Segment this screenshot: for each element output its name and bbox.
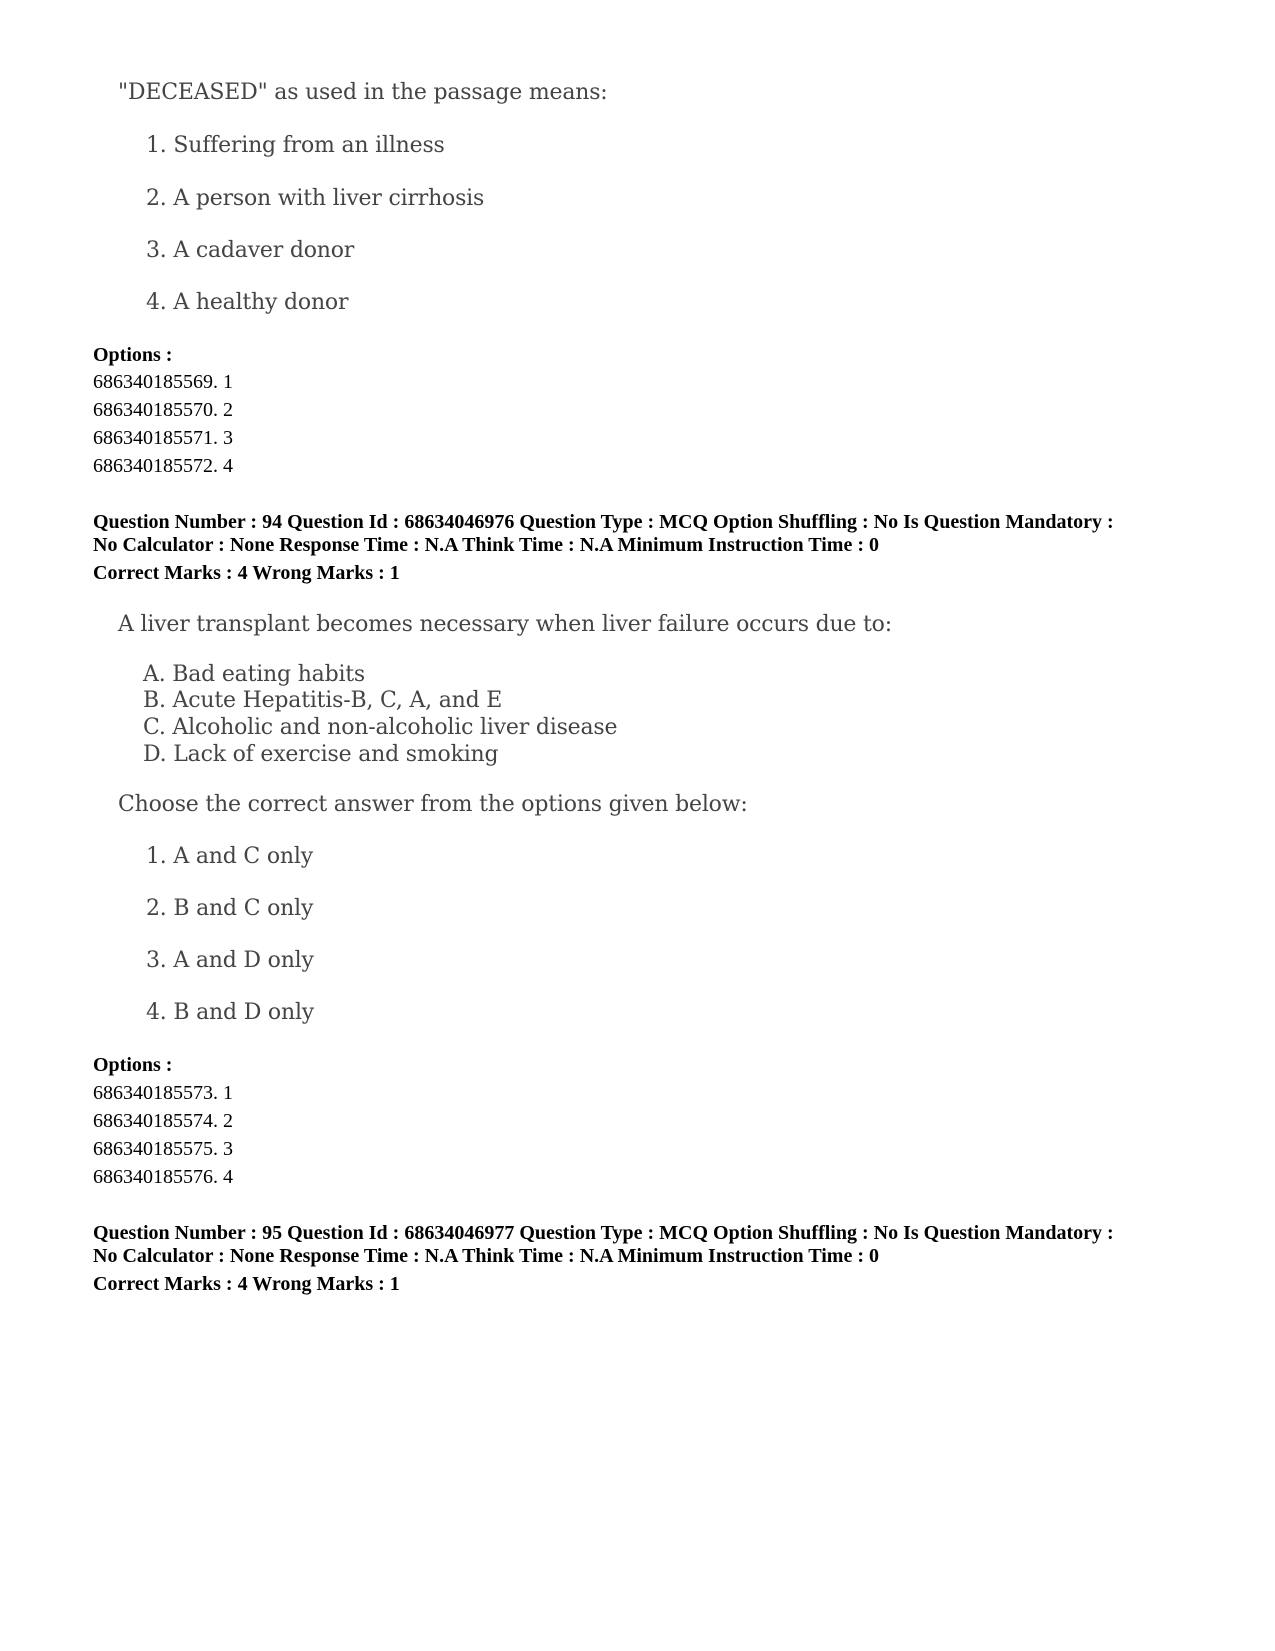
q94-options-label: Options : xyxy=(93,1054,173,1076)
q94-option-2: 686340185574. 2 xyxy=(93,1110,233,1132)
q94-marks: Correct Marks : 4 Wrong Marks : 1 xyxy=(93,562,400,584)
q94-choice-1: 1. A and C only xyxy=(146,844,313,869)
q93-choice-4: 4. A healthy donor xyxy=(146,290,349,315)
q94-statement-b: B. Acute Hepatitis-B, C, A, and E xyxy=(143,688,503,713)
q94-statement-d: D. Lack of exercise and smoking xyxy=(143,742,499,767)
q93-choice-1: 1. Suffering from an illness xyxy=(146,133,445,158)
q94-choice-3: 3. A and D only xyxy=(146,948,314,973)
q93-option-3: 686340185571. 3 xyxy=(93,427,233,449)
q93-options-label: Options : xyxy=(93,344,173,366)
q94-meta-line1: Question Number : 94 Question Id : 68634046976 Question Type : MCQ Option Shuffling : No Is Question Mandatory : xyxy=(93,511,1114,533)
q93-choice-2: 2. A person with liver cirrhosis xyxy=(146,186,485,211)
q95-meta-line1: Question Number : 95 Question Id : 68634046977 Question Type : MCQ Option Shuffling : No Is Question Mandatory : xyxy=(93,1222,1114,1244)
q93-option-1: 686340185569. 1 xyxy=(93,371,233,393)
q93-option-2: 686340185570. 2 xyxy=(93,399,233,421)
q94-choice-2: 2. B and C only xyxy=(146,896,314,921)
q94-option-1: 686340185573. 1 xyxy=(93,1082,233,1104)
q94-instruction: Choose the correct answer from the options given below: xyxy=(118,792,748,817)
q94-statement-a: A. Bad eating habits xyxy=(143,662,366,687)
q94-option-4: 686340185576. 4 xyxy=(93,1166,233,1188)
q93-option-4: 686340185572. 4 xyxy=(93,455,233,477)
q94-statement-c: C. Alcoholic and non-alcoholic liver disease xyxy=(143,715,618,740)
q93-choice-3: 3. A cadaver donor xyxy=(146,238,355,263)
q94-question-stem: A liver transplant becomes necessary when liver failure occurs due to: xyxy=(118,612,892,637)
q94-meta-line2: No Calculator : None Response Time : N.A Think Time : N.A Minimum Instruction Time : 0 xyxy=(93,534,879,556)
q94-choice-4: 4. B and D only xyxy=(146,1000,315,1025)
q95-marks: Correct Marks : 4 Wrong Marks : 1 xyxy=(93,1273,400,1295)
q94-option-3: 686340185575. 3 xyxy=(93,1138,233,1160)
q95-meta-line2: No Calculator : None Response Time : N.A Think Time : N.A Minimum Instruction Time : 0 xyxy=(93,1245,879,1267)
q93-question-stem: "DECEASED" as used in the passage means: xyxy=(118,80,608,105)
